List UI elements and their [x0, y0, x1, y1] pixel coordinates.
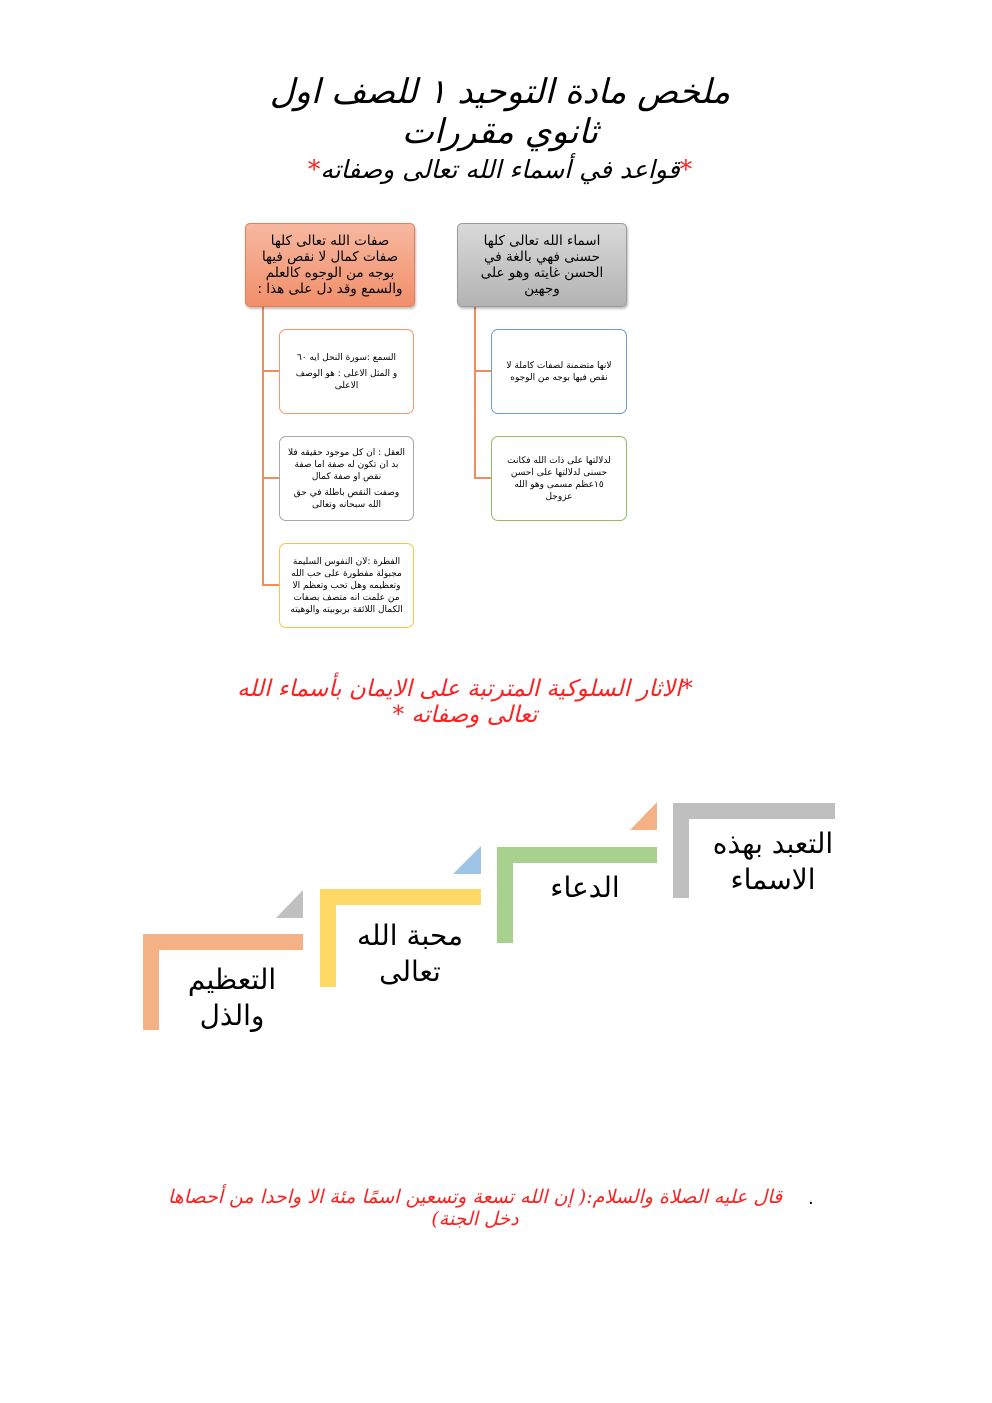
evidence-text: وصفت النقص باطلة في حق الله سبحانه وتعالى [293, 487, 400, 510]
evidence-instinct-box [279, 543, 414, 628]
step-label-glorification: التعظيم والذل [187, 963, 277, 1032]
connector-line [262, 370, 279, 372]
evidence-text: السمع :سورة النحل ايه ٦٠ [296, 352, 397, 363]
section-heading-rules [250, 155, 750, 184]
names-aspect-box [491, 329, 627, 414]
connector-line [474, 477, 491, 479]
step-arrow [453, 846, 481, 874]
heading-star: * [307, 155, 321, 184]
step-label-worship: التعبد بهذه الاسماء [712, 827, 834, 896]
heading-star: * [679, 155, 693, 184]
connector-line [262, 307, 264, 585]
connector-line [262, 584, 279, 586]
heading-text: قواعد في أسماء الله تعالى وصفاته [320, 155, 680, 184]
step-arrow [276, 890, 303, 918]
attributes-root-box [245, 223, 415, 307]
evidence-hearing-box [279, 329, 414, 414]
evidence-text: و المثل الاعلى : هو الوصف الاعلى [295, 368, 398, 391]
names-aspect-box [491, 436, 627, 521]
trailing-dot: . [808, 1188, 814, 1209]
aspect-text: لدلالتها على ذات الله فكانت حسنى لدلالتها على احسن ١٥عظم مسمى وهو الله عزوجل [507, 455, 611, 502]
connector-line [474, 370, 491, 372]
connector-line [262, 477, 279, 479]
connector-line [474, 307, 476, 478]
step-arrow [630, 802, 657, 830]
aspect-text: لانها متضمنة لصفات كاملة لا نقص فيها بوجه من الوجوه [506, 360, 612, 383]
names-root-box [457, 223, 627, 307]
step-label-supplication: الدعاء [550, 871, 620, 904]
section-heading-effects: *الاثار السلوكية المترتبة على الايمان بأسماء الله تعالى وصفاته * [237, 676, 693, 728]
evidence-text: الفطرة :لان النفوس السليمة مجبولة مفطورة على حب الله وتعظيمه وهل تحب وتعظم الا من علمت انه متصف بصفات الكمال اللائقة بربوبيته والوهيته [290, 556, 403, 615]
step-label-love: محبة الله تعالى [356, 919, 464, 988]
page-title: ملخص مادة التوحيد ١ للصف اول ثانوي مقررات [269, 72, 731, 152]
attributes-root-text: صفات الله تعالى كلها صفات كمال لا نقص فيها بوجه من الوجوه كالعلم والسمع وقد دل على هذا : [257, 233, 403, 297]
names-root-text: اسماء الله تعالى كلها حسنى فهي بالغة في الحسن غايته وهو على وجهين [480, 233, 604, 297]
evidence-text: العقل : ان كل موجود حقيقه فلا بد ان تكون له صفة اما صفة نقص او صفة كمال [288, 447, 405, 482]
evidence-reason-box [279, 436, 414, 521]
hadith-quote: قال عليه الصلاة والسلام:( إن الله تسعة وتسعين اسمًا مئة الا واحدا من أحصاها دخل الجنة) [167, 1186, 783, 1230]
